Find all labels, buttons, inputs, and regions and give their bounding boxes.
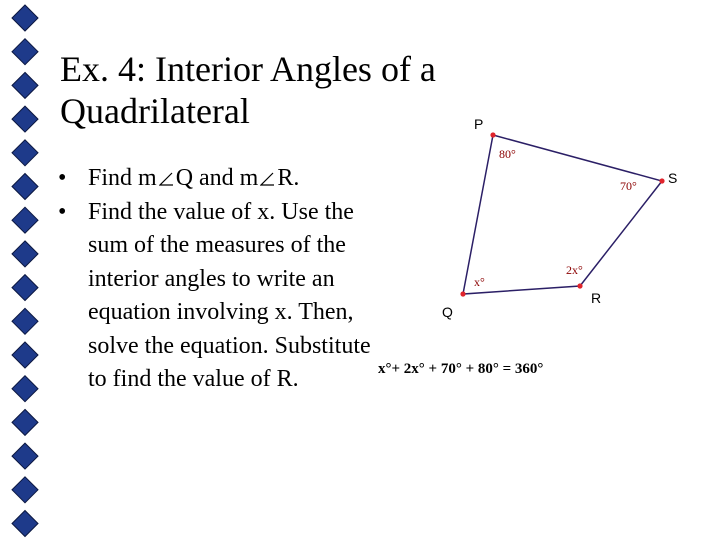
angle-label-r: 2x° <box>566 263 583 277</box>
angle-sum-equation: x°+ 2x° + 70° + 80° = 360° <box>378 361 544 377</box>
bullet-text-part: Find m <box>88 165 157 191</box>
bullet-text: Find the value of x. Use the sum of the measures of the interior angles to write an equation involving x. Then, solve the equation. Substitute to find the value of R. <box>88 198 371 392</box>
vertex-point-q <box>460 291 465 296</box>
vertex-label-r: R <box>591 290 602 306</box>
vertex-point-p <box>490 132 495 137</box>
vertex-point-s <box>659 178 664 183</box>
vertex-label-q: Q <box>442 304 453 320</box>
vertex-label-p: P <box>474 116 484 132</box>
angle-label-q: x° <box>474 275 485 289</box>
bullet-dot-icon: • <box>58 198 67 225</box>
bullet-text-part: R. <box>277 165 300 191</box>
bullet-text-part: Q and m <box>175 165 259 191</box>
angle-label-p: 80° <box>499 147 516 161</box>
slide-title: Ex. 4: Interior Angles of a Quadrilateral <box>60 49 436 131</box>
vertex-point-r <box>577 283 582 288</box>
angle-label-s: 70° <box>620 179 637 193</box>
quadrilateral-pqrs <box>463 135 662 294</box>
bullet-dot-icon: • <box>58 165 67 191</box>
vertex-label-s: S <box>668 170 678 186</box>
